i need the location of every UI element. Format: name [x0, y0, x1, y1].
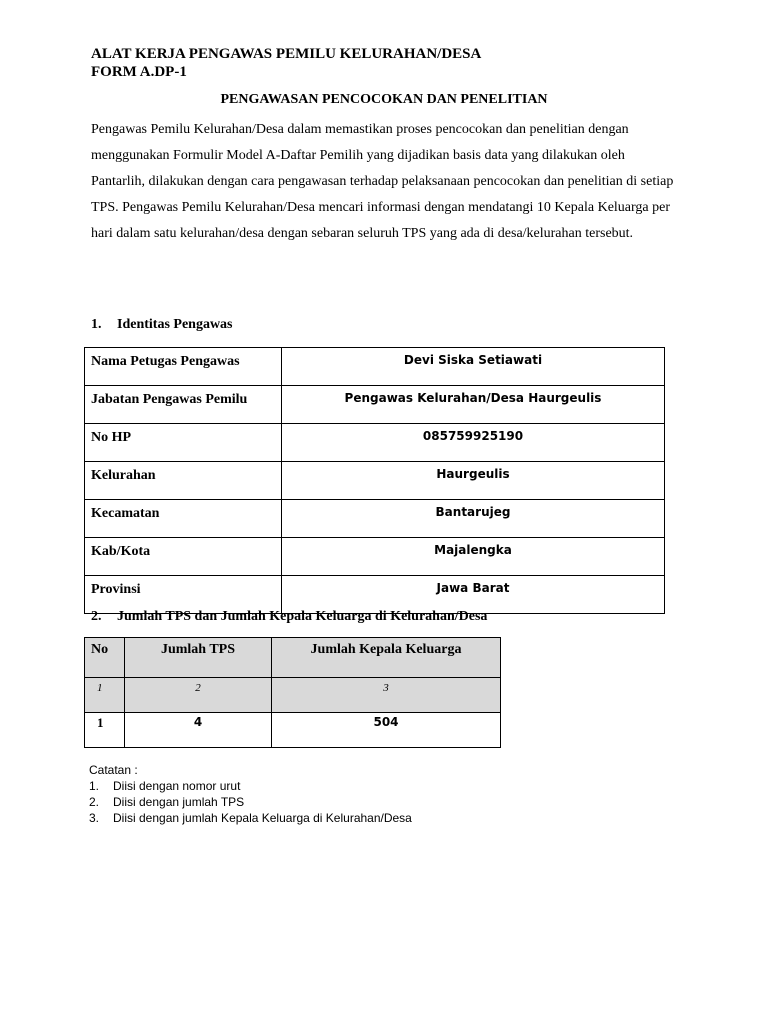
- note-text: Diisi dengan jumlah Kepala Keluarga di Kelurahan/Desa: [113, 811, 412, 825]
- form-code: FORM A.DP-1: [91, 64, 187, 80]
- identity-value: Devi Siska Setiawati: [282, 348, 665, 386]
- identity-label: No HP: [85, 424, 282, 462]
- column-index: 2: [125, 678, 272, 713]
- column-index-row: [85, 678, 501, 713]
- intro-paragraph: Pengawas Pemilu Kelurahan/Desa dalam memastikan proses pencocokan dan penelitian dengan menggunakan Formulir Model A-Daftar Pemilih yang dijadikan basis data yang dilakukan oleh Pantarlih, dilakukan dengan cara pengawasan terhadap pelaksanaan pencocokan dan penelitian di setiap TPS. Pengawas Pemilu Kelurahan/Desa mencari informasi dengan mendatangi 10 Kepala Keluarga per hari dalam satu kelurahan/desa dengan sebaran seluruh TPS yang ada di desa/kelurahan tersebut.: [91, 122, 674, 241]
- note-number: 1.: [89, 779, 100, 793]
- column-index: 1: [85, 678, 125, 713]
- identity-label: Kab/Kota: [85, 538, 282, 576]
- identity-label: Provinsi: [85, 576, 282, 614]
- identity-label: Jabatan Pengawas Pemilu: [85, 386, 282, 424]
- table-cell: 4: [125, 713, 272, 748]
- note-item: [89, 810, 412, 826]
- note-text: Diisi dengan nomor urut: [113, 779, 241, 793]
- identity-value: Majalengka: [282, 538, 665, 576]
- table-header-row: [85, 638, 501, 678]
- identity-value: Jawa Barat: [282, 576, 665, 614]
- table-row: [85, 348, 665, 386]
- section-1-title: Identitas Pengawas: [117, 317, 233, 332]
- identity-table: [84, 347, 665, 614]
- table-row: [85, 576, 665, 614]
- note-text: Diisi dengan jumlah TPS: [113, 795, 245, 809]
- section-2-number: 2.: [91, 609, 102, 624]
- notes-title: Catatan :: [89, 763, 138, 777]
- note-item: [89, 794, 412, 810]
- note-number: 2.: [89, 795, 100, 809]
- table-row: [85, 386, 665, 424]
- section-1-heading: [91, 317, 233, 333]
- table-cell: 1: [85, 713, 125, 748]
- table-row: [85, 538, 665, 576]
- column-index: 3: [272, 678, 501, 713]
- identity-label: Kecamatan: [85, 500, 282, 538]
- identity-value: 085759925190: [282, 424, 665, 462]
- identity-label: Nama Petugas Pengawas: [85, 348, 282, 386]
- column-header: Jumlah TPS: [125, 638, 272, 678]
- table-row: [85, 713, 501, 748]
- identity-value: Pengawas Kelurahan/Desa Haurgeulis: [282, 386, 665, 424]
- note-item: [89, 778, 412, 794]
- table-cell: 504: [272, 713, 501, 748]
- identity-label: Kelurahan: [85, 462, 282, 500]
- section-2-title: Jumlah TPS dan Jumlah Kepala Keluarga di Kelurahan/Desa: [117, 609, 488, 624]
- table-row: [85, 500, 665, 538]
- table-row: [85, 424, 665, 462]
- note-number: 3.: [89, 811, 100, 825]
- document-title: ALAT KERJA PENGAWAS PEMILU KELURAHAN/DESA: [91, 46, 482, 62]
- column-header: No: [85, 638, 125, 678]
- column-header: Jumlah Kepala Keluarga: [272, 638, 501, 678]
- section-2-heading: [91, 609, 487, 625]
- identity-value: Haurgeulis: [282, 462, 665, 500]
- tps-table: [84, 637, 501, 748]
- section-subtitle: PENGAWASAN PENCOCOKAN DAN PENELITIAN: [220, 92, 548, 107]
- notes: [89, 762, 412, 826]
- section-1-number: 1.: [91, 317, 102, 332]
- table-row: [85, 462, 665, 500]
- identity-value: Bantarujeg: [282, 500, 665, 538]
